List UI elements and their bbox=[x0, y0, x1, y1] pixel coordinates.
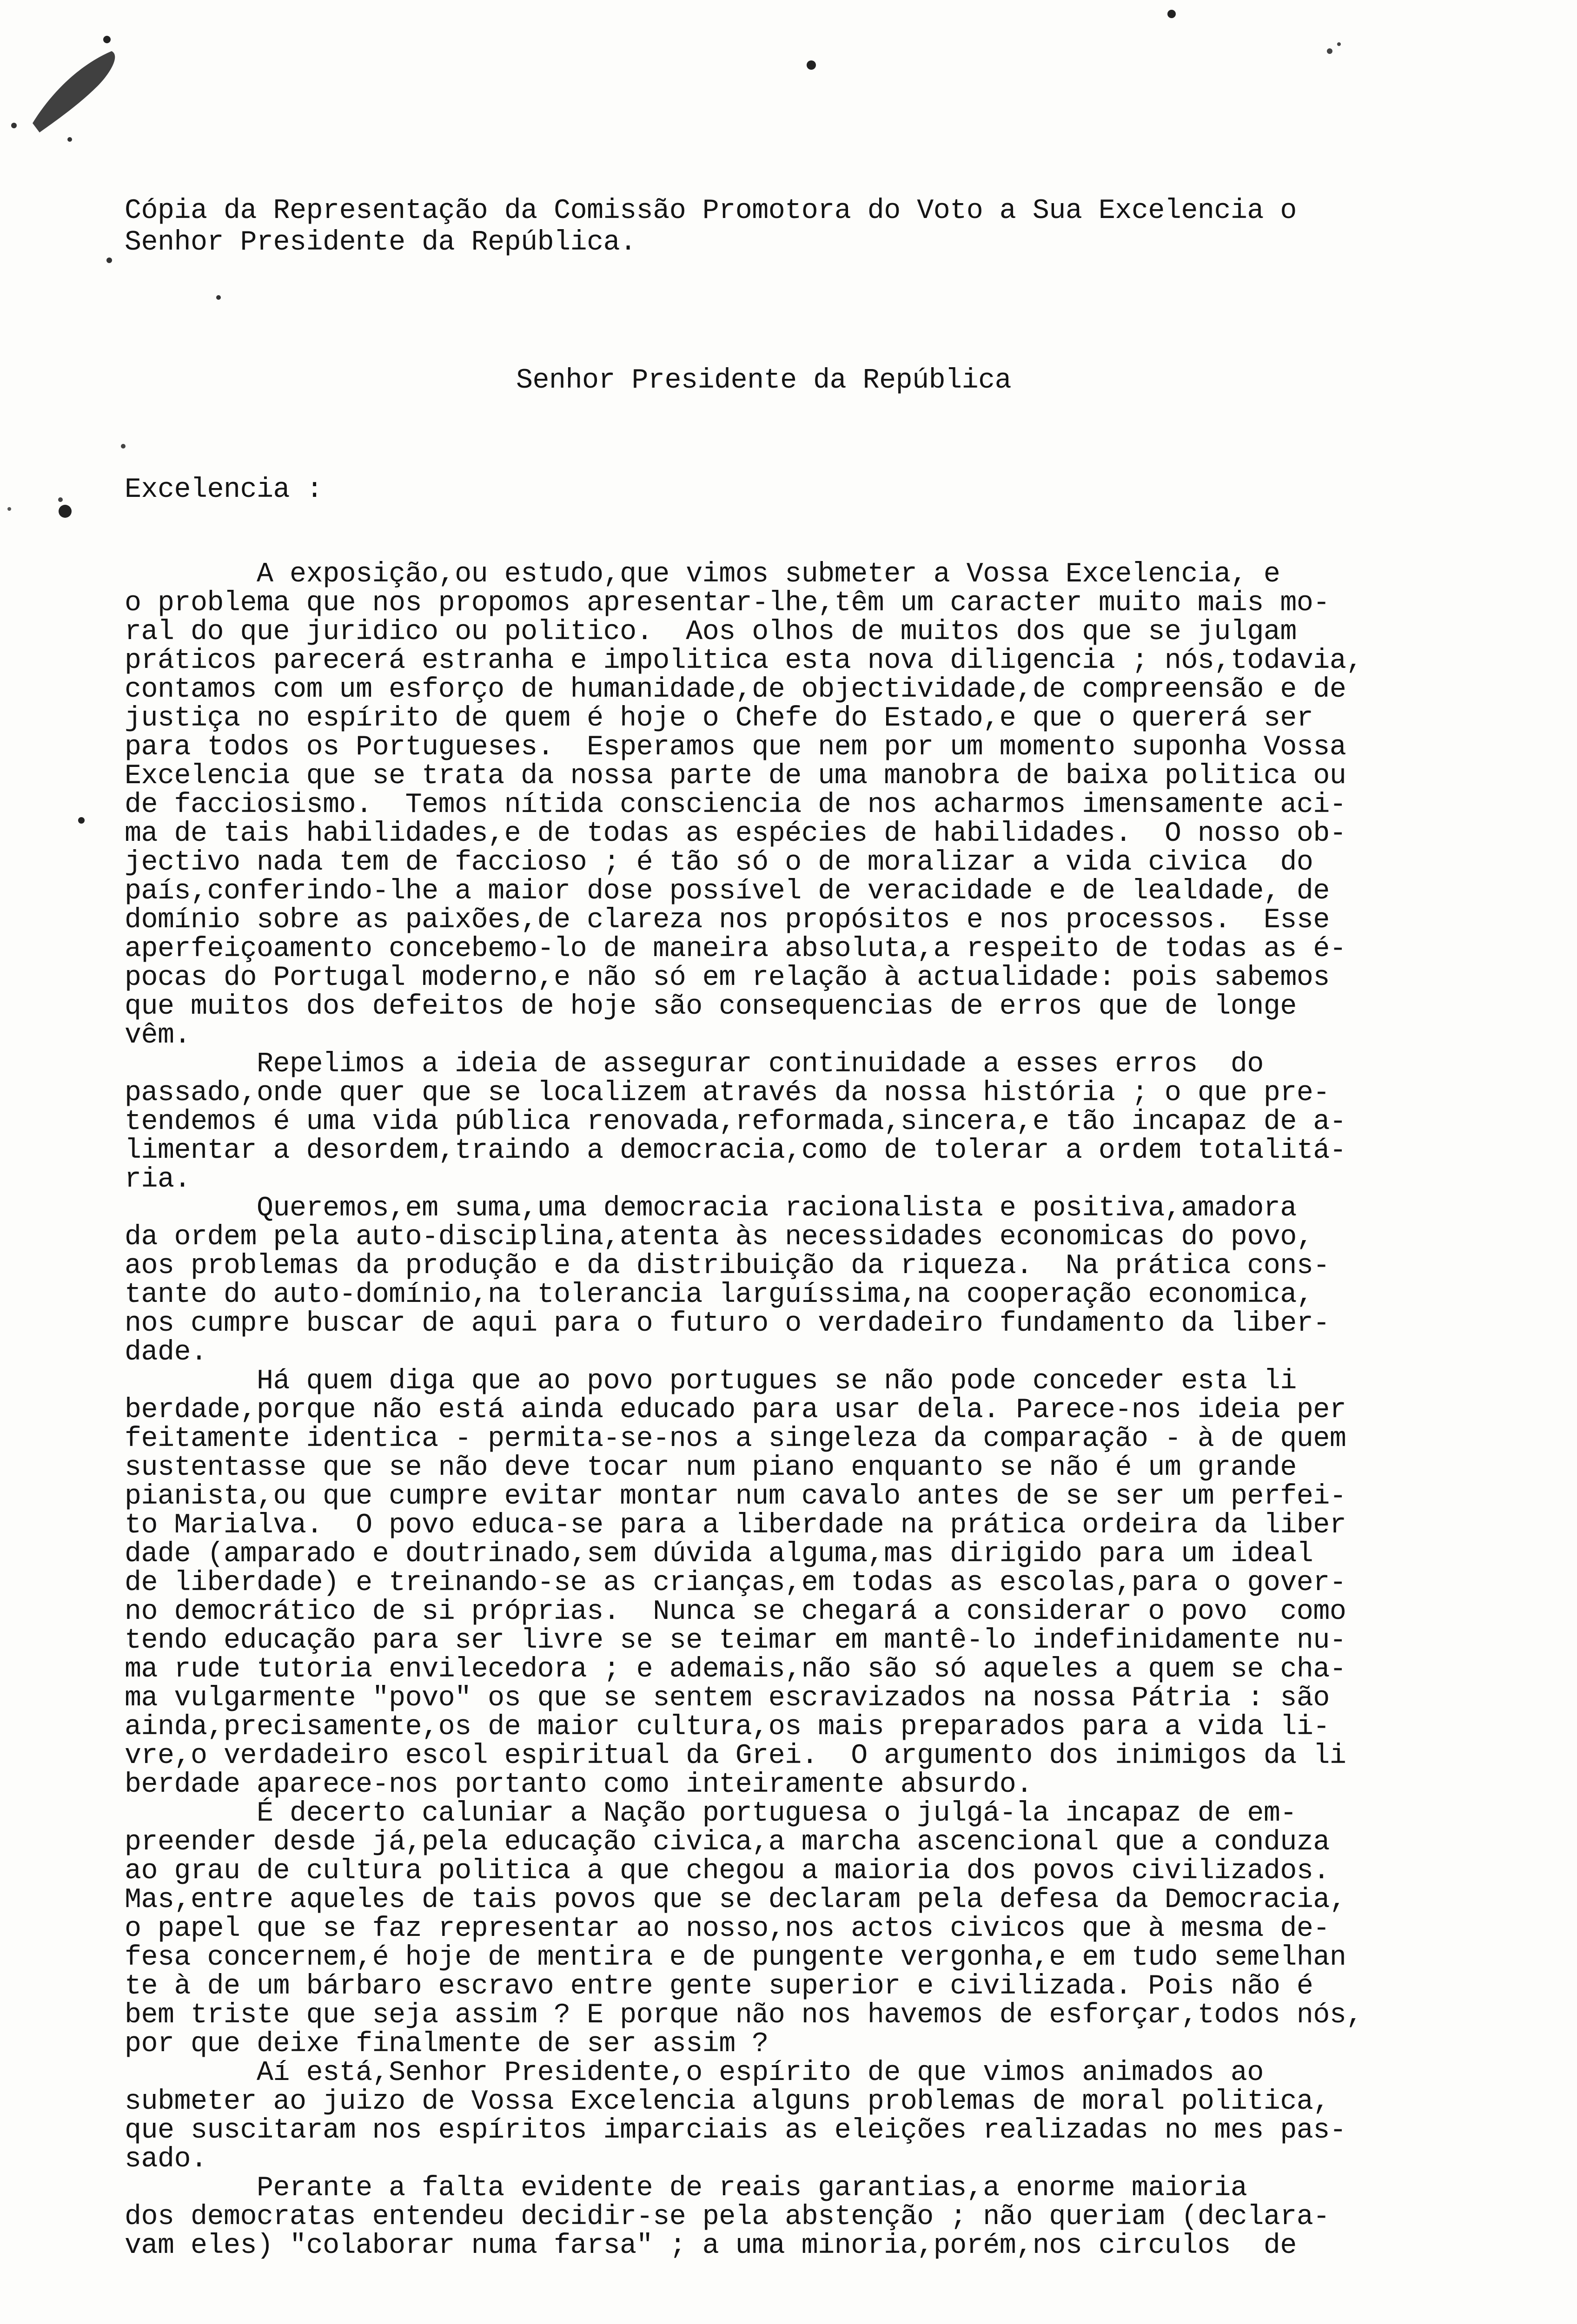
body-line: práticos parecerá estranha e impolitica esta nova diligencia ; nós,todavia, bbox=[125, 645, 1363, 677]
body-line: sustentasse que se não deve tocar num piano enquanto se não é um grande bbox=[125, 1452, 1297, 1484]
body-line: vêm. bbox=[125, 1020, 191, 1051]
ink-dot bbox=[1167, 10, 1176, 18]
body-line: justiça no espírito de quem é hoje o Chefe do Estado,e que o quererá ser bbox=[125, 703, 1313, 734]
body-line: de facciosismo. Temos nítida consciencia de nos acharmos imensamente aci- bbox=[125, 789, 1346, 821]
body-line: ao grau de cultura politica a que chegou a maioria dos povos civilizados. bbox=[125, 1855, 1330, 1887]
body-line: tante do auto-domínio,na tolerancia larguíssima,na cooperação economica, bbox=[125, 1279, 1313, 1311]
document-heading-line-2: Senhor Presidente da República. bbox=[125, 227, 636, 258]
body-line: É decerto caluniar a Nação portuguesa o julgá-la incapaz de em- bbox=[125, 1798, 1297, 1829]
body-line: o papel que se faz representar ao nosso,nos actos civicos que à mesma de- bbox=[125, 1913, 1330, 1945]
body-line: pocas do Portugal moderno,e não só em relação à actualidade: pois sabemos bbox=[125, 962, 1330, 994]
body-line: tendemos é uma vida pública renovada,reformada,sincera,e tão incapaz de a- bbox=[125, 1106, 1346, 1138]
letter-body bbox=[125, 560, 1519, 2324]
document-heading-line-1: Cópia da Representação da Comissão Promotora do Voto a Sua Excelencia o bbox=[125, 195, 1297, 227]
body-line: feitamente identica - permita-se-nos a singeleza da comparação - à de quem bbox=[125, 1423, 1346, 1455]
body-line: tendo educação para ser livre se se teimar em mantê-lo indefinidamente nu- bbox=[125, 1625, 1346, 1657]
ink-dot bbox=[807, 60, 816, 70]
body-line: nos cumpre buscar de aqui para o futuro o verdadeiro fundamento da liber- bbox=[125, 1308, 1330, 1340]
body-line: ma vulgarmente "povo" os que se sentem escravizados na nossa Pátria : são bbox=[125, 1683, 1330, 1714]
body-line: dade (amparado e doutrinado,sem dúvida alguma,mas dirigido para um ideal bbox=[125, 1538, 1313, 1570]
body-line: ma de tais habilidades,e de todas as espécies de habilidades. O nosso ob- bbox=[125, 818, 1346, 850]
body-line: ma rude tutoria envilecedora ; e ademais,não são só aqueles a quem se cha- bbox=[125, 1654, 1346, 1685]
body-line: o problema que nos propomos apresentar-lhe,têm um caracter muito mais mo- bbox=[125, 588, 1330, 619]
body-line: aos problemas da produção e da distribuição da riqueza. Na prática cons- bbox=[125, 1250, 1330, 1282]
ink-dot bbox=[11, 123, 17, 128]
salutation: Excelencia : bbox=[125, 474, 323, 506]
body-line: Há quem diga que ao povo portugues se não pode conceder esta li bbox=[125, 1366, 1297, 1397]
ink-dot bbox=[59, 505, 72, 518]
body-line: ral do que juridico ou politico. Aos olhos de muitos dos que se julgam bbox=[125, 616, 1297, 648]
ink-dot bbox=[78, 817, 85, 824]
ink-dot bbox=[67, 137, 72, 142]
body-line: vam eles) "colaborar numa farsa" ; a uma minoria,porém,nos circulos de bbox=[125, 2230, 1297, 2262]
body-line: de liberdade) e treinando-se as crianças,em todas as escolas,para o gover- bbox=[125, 1567, 1346, 1599]
body-line: to Marialva. O povo educa-se para a liberdade na prática ordeira da liber bbox=[125, 1510, 1346, 1541]
body-line: que suscitaram nos espíritos imparciais as eleições realizadas no mes pas- bbox=[125, 2115, 1346, 2146]
body-line: preender desde já,pela educação civica,a marcha ascencional que a conduza bbox=[125, 1827, 1330, 1858]
ink-dot bbox=[58, 497, 63, 502]
body-line: Repelimos a ideia de assegurar continuidade a esses erros do bbox=[125, 1049, 1264, 1080]
body-line: Aí está,Senhor Presidente,o espírito de que vimos animados ao bbox=[125, 2057, 1264, 2089]
body-line: Mas,entre aqueles de tais povos que se declaram pela defesa da Democracia, bbox=[125, 1884, 1346, 1916]
body-line: A exposição,ou estudo,que vimos submeter a Vossa Excelencia, e bbox=[125, 559, 1280, 590]
ink-smudge bbox=[33, 51, 115, 132]
ink-dot bbox=[1337, 42, 1341, 46]
ink-dot bbox=[103, 36, 111, 43]
body-line: dos democratas entendeu decidir-se pela abstenção ; não queriam (declara- bbox=[125, 2201, 1330, 2233]
body-line: submeter ao juizo de Vossa Excelencia alguns problemas de moral politica, bbox=[125, 2086, 1330, 2118]
body-line: Queremos,em suma,uma democracia racionalista e positiva,amadora bbox=[125, 1193, 1297, 1224]
body-line: berdade,porque não está ainda educado para usar dela. Parece-nos ideia per bbox=[125, 1394, 1346, 1426]
body-line: Excelencia que se trata da nossa parte de uma manobra de baixa politica ou bbox=[125, 760, 1346, 792]
ink-dot bbox=[1327, 48, 1332, 54]
body-line: Perante a falta evidente de reais garantias,a enorme maioria bbox=[125, 2172, 1247, 2204]
body-line: dade. bbox=[125, 1337, 207, 1368]
ink-dot bbox=[216, 295, 221, 300]
body-line: berdade aparece-nos portanto como inteiramente absurdo. bbox=[125, 1769, 1033, 1801]
body-line: bem triste que seja assim ? E porque não nos havemos de esforçar,todos nós, bbox=[125, 2000, 1363, 2031]
body-line: jectivo nada tem de faccioso ; é tão só o de moralizar a vida civica do bbox=[125, 847, 1313, 878]
ink-dot bbox=[106, 257, 112, 263]
body-line: por que deixe finalmente de ser assim ? bbox=[125, 2028, 769, 2060]
body-line: vre,o verdadeiro escol espiritual da Grei. O argumento dos inimigos da li bbox=[125, 1740, 1346, 1772]
body-line: ria. bbox=[125, 1164, 191, 1195]
body-line: contamos com um esforço de humanidade,de objectividade,de compreensão e de bbox=[125, 674, 1346, 706]
body-line: limentar a desordem,traindo a democracia,como de tolerar a ordem totalitá- bbox=[125, 1135, 1346, 1167]
address-title: Senhor Presidente da República bbox=[516, 365, 1012, 396]
body-line: ainda,precisamente,os de maior cultura,os mais preparados para a vida li- bbox=[125, 1711, 1330, 1743]
body-line: fesa concernem,é hoje de mentira e de pungente vergonha,e em tudo semelhan bbox=[125, 1942, 1346, 1974]
body-line: passado,onde quer que se localizem através da nossa história ; o que pre- bbox=[125, 1077, 1330, 1109]
ink-dot bbox=[121, 444, 126, 449]
body-line: te à de um bárbaro escravo entre gente superior e civilizada. Pois não é bbox=[125, 1971, 1313, 2002]
body-line: aperfeiçoamento concebemo-lo de maneira absoluta,a respeito de todas as é- bbox=[125, 933, 1346, 965]
ink-dot bbox=[7, 507, 11, 511]
body-line: sado. bbox=[125, 2144, 207, 2175]
body-line: país,conferindo-lhe a maior dose possível de veracidade e de lealdade, de bbox=[125, 876, 1330, 907]
body-line: que muitos dos defeitos de hoje são consequencias de erros que de longe bbox=[125, 991, 1297, 1023]
body-line: no democrático de si próprias. Nunca se chegará a considerar o povo como bbox=[125, 1596, 1346, 1628]
body-line: pianista,ou que cumpre evitar montar num cavalo antes de se ser um perfei- bbox=[125, 1481, 1346, 1512]
body-line: domínio sobre as paixões,de clareza nos propósitos e nos processos. Esse bbox=[125, 905, 1330, 936]
body-line: para todos os Portugueses. Esperamos que nem por um momento suponha Vossa bbox=[125, 732, 1346, 763]
body-line: da ordem pela auto-disciplina,atenta às necessidades economicas do povo, bbox=[125, 1221, 1313, 1253]
